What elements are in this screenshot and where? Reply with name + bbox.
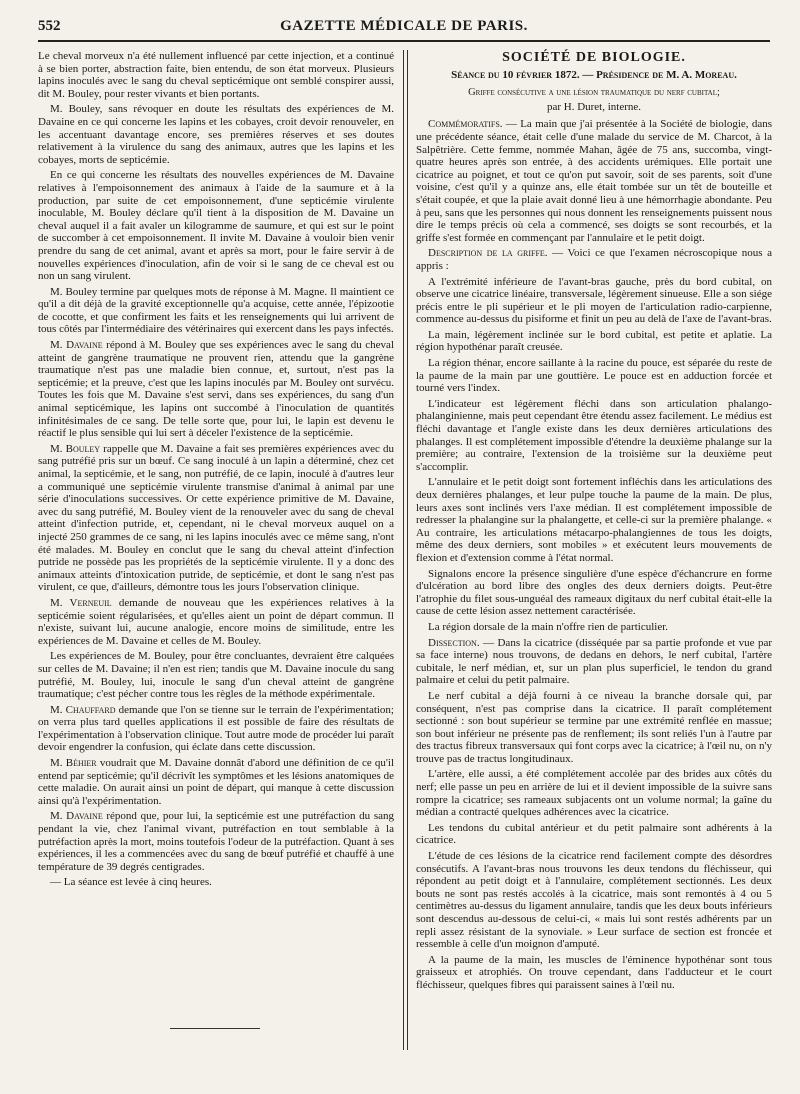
speaker-name: M. Davaine	[50, 810, 103, 823]
paragraph-text: — Voici ce que l'examen nécroscopique nous a appris :	[416, 247, 773, 272]
paragraph: Les expériences de M. Bouley, pour être concluantes, devraient être calquées sur celles de M. Davaine; il n'en est rien; tandis que M. Davaine inocule du sang putréfié, M. Bouley, lui, inocule le sang d'un cheval atteint de gangrène traumatique; c'est pécher contre tous les règles de la méthode expérimentale.	[38, 650, 394, 701]
paragraph: M. Bouley, sans révoquer en doute les résultats des expériences de M. Davaine en ce qui concerne les lapins et les cobayes, croit devoir renouveler, en les accentuant davantage encore, ses premières réserves et ses doutes relativement à la virulence du sang des animaux, autres que les lapins et les cobayes, morts de septicémie.	[38, 103, 394, 166]
society-heading: SOCIÉTÉ DE BIOLOGIE.	[502, 50, 686, 65]
paragraph-text: rappelle que M. Davaine a fait ses premières expériences avec du sang putréfié pris sur un bœuf. Ce sang inoculé à un lapin a déterminé, chez cet animal, la septicémie, et le sang, non putréfié, de ce lapin, inoculé à d'autres leur a communiqué une septicémie virulente transmise d'animal à animal par une série d'inoculations successives. Or cette expérience primitive de M. Davaine, avec du sang putréfié, M. Bouley vient de la renouveler avec du sang de cheval atteint d'infection putride, et, cependant, ni le cheval morveux auquel on a injecté 250 grammes de ce sang, ni les lapins inoculés avec ce même sang, n'ont été malades. M. Bouley en conclut que le sang du cheval atteint d'infection putride ne possède pas les propriétés de la septicémie virulente. Il y a donc des animaux atteints d'intoxication putride, de septicémie, et dont le sang n'est pas virulent, ce que, d'ailleurs, démontre tous les jours l'observation clinique.	[38, 442, 394, 594]
paragraph: L'étude de ces lésions de la cicatrice rend facilement compte des désordres consécutifs. A l'avant-bras nous trouvons les deux tendons du fléchisseur, qui répondent au petit doigt et à l'annulaire, complétement sectionnés. Les deux bouts ne sont pas restés accolés à la cicatrice, mais sont remontés à 4 ou 5 centimètres au-dessus du ligament annulaire, tandis que les deux bouts inférieurs sont descendus au-dessous de celui-ci, « mais lui sont restés adhérents par un repli assez résistant de la synoviale. » Leur surface de section est froncée et ressemble à celle d'un moignon d'amputé.	[416, 850, 772, 951]
left-column	[38, 50, 394, 892]
paragraph	[38, 443, 394, 594]
paragraph: Les tendons du cubital antérieur et du petit palmaire sont adhérents à la cicatrice.	[416, 821, 772, 847]
paragraph-text: — Dans la cicatrice (disséquée par sa partie profonde et vue par sa face interne) nous trouvons, de dedans en dehors, le nerf cubital, l'artère cubitale, le nerf médian, et, sur un plan plus superficiel, le tendon du grand palmaire et celui du petit palmaire.	[416, 636, 772, 687]
session-closing: — La séance est levée à cinq heures.	[50, 876, 212, 889]
speaker-name: M. Chauffard	[50, 703, 116, 716]
paragraph	[38, 597, 394, 647]
paragraph: En ce qui concerne les résultats des nouvelles expériences de M. Davaine relatives à l'empoisonnement des animaux à l'aide de la saumure et à la production, par suite de cet empoisonnement, d'une septicémie virulente inoculable, M. Bouley déclare qu'il tient à la disposition de M. Davaine un cheval auquel il a fait avaler un kilogramme de saumure, et qui est sur le point de succomber à cet empoisonnement. Il invite M. Davaine à vouloir bien venir prendre du sang de cet animal, avant et après sa mort, pour le faire servir à de nouvelles expériences d'inoculation, afin de voir si le sang de ce cheval est ou non un sang virulent.	[38, 169, 394, 283]
paragraph: Signalons encore la présence singulière d'une espèce d'échancrure en forme d'ulcération au bord libre des ongles des deux derniers doigts. Peut-être l'atrophie du filet sous-unguéal des rameaux digitaux du nerf cubital était-elle la cause de cette lésion assez nettement caractérisée.	[416, 567, 772, 618]
section-label: Dissection.	[428, 636, 480, 649]
paragraph-text: voudrait que M. Davaine donnât d'abord une définition de ce qu'il entend par septicémie; qu'il décrivît les symptômes et les lésions anatomiques de cette maladie. On aurait ainsi un point de départ, qui manque à cette discussion ainsi qu'à l'expérimentation.	[38, 757, 395, 807]
end-rule	[170, 1028, 260, 1029]
session-heading: Séance du 10 février 1872. — Présidence de M. A. Moreau.	[451, 68, 737, 81]
paragraph-text: répond que, pour lui, la septicémie est une putréfaction du sang pendant la vie, chez l'animal vivant, putréfaction en tout semblable à la putréfaction après la mort, moins toutefois l'odeur de la putréfaction. Quant à ses expériences, il les a commencées avec du sang de bœuf putréfié et chauffé à une température de 39 degrés centigrades.	[38, 810, 394, 873]
section-label: Commémoratifs.	[428, 118, 503, 131]
paragraph-text: demande que l'on se tienne sur le terrain de l'expérimentation; on verra plus tard quelles applications il est possible de faire des résultats de l'expérimentation à l'observation clinique. Tout autre mode de procéder lui paraît devoir engendrer la confusion, qui éclate dans cette discussion.	[38, 703, 394, 754]
paragraph: La région dorsale de la main n'offre rien de particulier.	[428, 620, 669, 633]
paragraph: L'annulaire et le petit doigt sont fortement infléchis dans les articulations des deux dernières phalanges, et leur pulpe touche la paume de la main. De plus, leurs axes sont inclinés vers l'axe médian. Il est complétement impossible de redresser la phalangine sur la phalangette, et celle-ci sur la première phalange. « Au contraire, les articulations métacarpo-phalangiennes de tous les doigts, même des deux derniers, sont mobiles » et exécutent leurs mouvements de flexion et d'extension comme à l'état normal.	[416, 476, 772, 564]
paragraph	[38, 704, 394, 754]
paragraph	[38, 339, 394, 440]
paragraph: La région thénar, encore saillante à la racine du pouce, est séparée du reste de la paume de la main par une gouttière. Le pouce est en adduction forcée et tourné vers l'index.	[416, 357, 772, 395]
journal-title: GAZETTE MÉDICALE DE PARIS.	[280, 18, 528, 34]
paragraph	[38, 757, 394, 807]
column-divider	[403, 50, 408, 1050]
article-title: Griffe consécutive a une lésion traumatique du nerf cubital;	[468, 87, 720, 99]
paragraph-text: répond à M. Bouley que ses expériences avec le sang du cheval atteint de gangrène traumatique ne prouvent rien, attendu que la gangrène traumatique n'est pas une maladie bien connue, et, surtout, n'est pas la septicémie; et la preuve, c'est que les lapins inoculés par M. Bouley ont survécu. Toutes les fois que M. Davaine s'est servi, dans ses expériences, du sang d'un animal septicémique, les lapins ont succombé à l'inoculation de quantités infinitésimales de ce sang. De telle sorte que, pour lui, le lapin est devenu le réactif le plus sensible qui lui sert à déceler l'existence de la septicémie.	[38, 339, 394, 440]
page-header	[38, 14, 770, 42]
paragraph: Le cheval morveux n'a été nullement influencé par cette injection, et a continué à se bien porter, abstraction faite, bien entendu, de son état morveux. Plusieurs lapins inoculés avec le sang du cheval septicémique ont semblé conspirer aussi, dit M. Bouley, pour rester vivants et bien portants.	[38, 50, 394, 100]
paragraph-text: demande de nouveau que les expériences relatives à la septicémie soient régularisées, et qu'elles aient un point de départ commun. Il n'existe, suivant lui, aucune analogie, encore moins de similitude, entre les expériences de M. Davaine et celles de M. Bouley.	[38, 596, 394, 647]
speaker-name: M. Verneuil	[50, 596, 112, 609]
speaker-name: M. Bouley	[50, 442, 101, 455]
paragraph	[416, 247, 772, 272]
page-number: 552	[38, 18, 61, 34]
section-label: Description de la griffe.	[428, 247, 548, 260]
paragraph: A l'extrémité inférieure de l'avant-bras gauche, près du bord cubital, on observe une cicatrice linéaire, transversale, légèrement sinueuse. Elle a son siége précis entre le pli supérieur et le pli moyen de l'articulation radio-carpienne, commence au-dessus du pisiforme et finit un peu au delà de l'axe de l'avant-bras.	[416, 275, 772, 326]
article-author: par H. Duret, interne.	[546, 100, 642, 113]
paragraph	[38, 810, 394, 873]
paragraph	[416, 637, 772, 687]
right-column	[416, 50, 772, 995]
paragraph: Le nerf cubital a déjà fourni à ce niveau la branche dorsale qui, par conséquent, n'est pas comprise dans la cicatrice. Il paraît complétement sectionné : son bout supérieur se termine par une extrémité renflée en massue; son bout inférieur ne présente pas de renflement; ils sont reliés l'un à l'autre par des tractus fibreux transversaux qui font corps avec la cicatrice; à l'œil nu, on n'y trouve pas de tractus longitudinaux.	[416, 689, 772, 765]
paragraph: L'artère, elle aussi, a été complétement accolée par des brides aux côtés du nerf; elle passe un peu en arrière de lui et il devient impossible de la suivre sans rompre la cicatrice; ses rameaux subjacents ont un volume normal; la gaîne du médian a contracté quelques adhérences avec la cicatrice.	[416, 768, 772, 819]
paragraph: A la paume de la main, les muscles de l'éminence hypothénar sont tous graisseux et atrophiés. On trouve cependant, dans l'adducteur et le court fléchisseur, quelques fibres qui paraissent saines à l'œil nu.	[416, 953, 772, 991]
speaker-name: M. Béhier	[50, 757, 97, 770]
paragraph: L'indicateur est légèrement fléchi dans son articulation phalango-phalanginienne, mais peut cependant être étendu assez facilement. Le médius est fléchi davantage et l'angle existe dans les deux dernières articulations des phalanges. Il est complétement impossible d'étendre la deuxième phalange sur la première; au contraire, l'extension de la troisième sur la deuxième peut s'accomplir.	[416, 397, 772, 473]
paragraph: M. Bouley termine par quelques mots de réponse à M. Magne. Il maintient ce qu'il a dit déjà de la gravité exceptionnelle qu'a acquise, cette année, l'épizootie de cocotte, et que confirment les faits et les renseignements qui lui arrivent de tous côtés par l'intermédiaire des vétérinaires qui exercent dans les pays infectés.	[38, 285, 394, 336]
paragraph: La main, légèrement inclinée sur le bord cubital, est petite et aplatie. La région hypothénar paraît creusée.	[416, 328, 772, 354]
paragraph-text: — La main que j'ai présentée à la Société de biologie, dans une précédente séance, était celle d'une malade du service de M. Charcot, à la Salpêtrière. Cette femme, nommée Mahan, âgée de 75 ans, succomba, vingt-quatre heures après son entrée, à des accidents urémiques. Elle portait une cicatrice au poignet, et tout ce qu'on put savoir, soit de ses parents, soit d'une voisine, c'est qu'il y a quinze ans, elle était tombée sur un têt de bouteille et s'était coupée, et que la plaie avait donné lieu à une hémorrhagie abondante. Peu à peu, sans que les personnes qui nous donnent les renseignements puissent nous dire le temps précis où cela a commencé, ses doigts se sont recourbés, et la griffe s'est formée en commençant par l'annulaire et le petit doigt.	[416, 118, 772, 244]
speaker-name: M. Davaine	[50, 339, 103, 352]
paragraph	[416, 118, 772, 244]
